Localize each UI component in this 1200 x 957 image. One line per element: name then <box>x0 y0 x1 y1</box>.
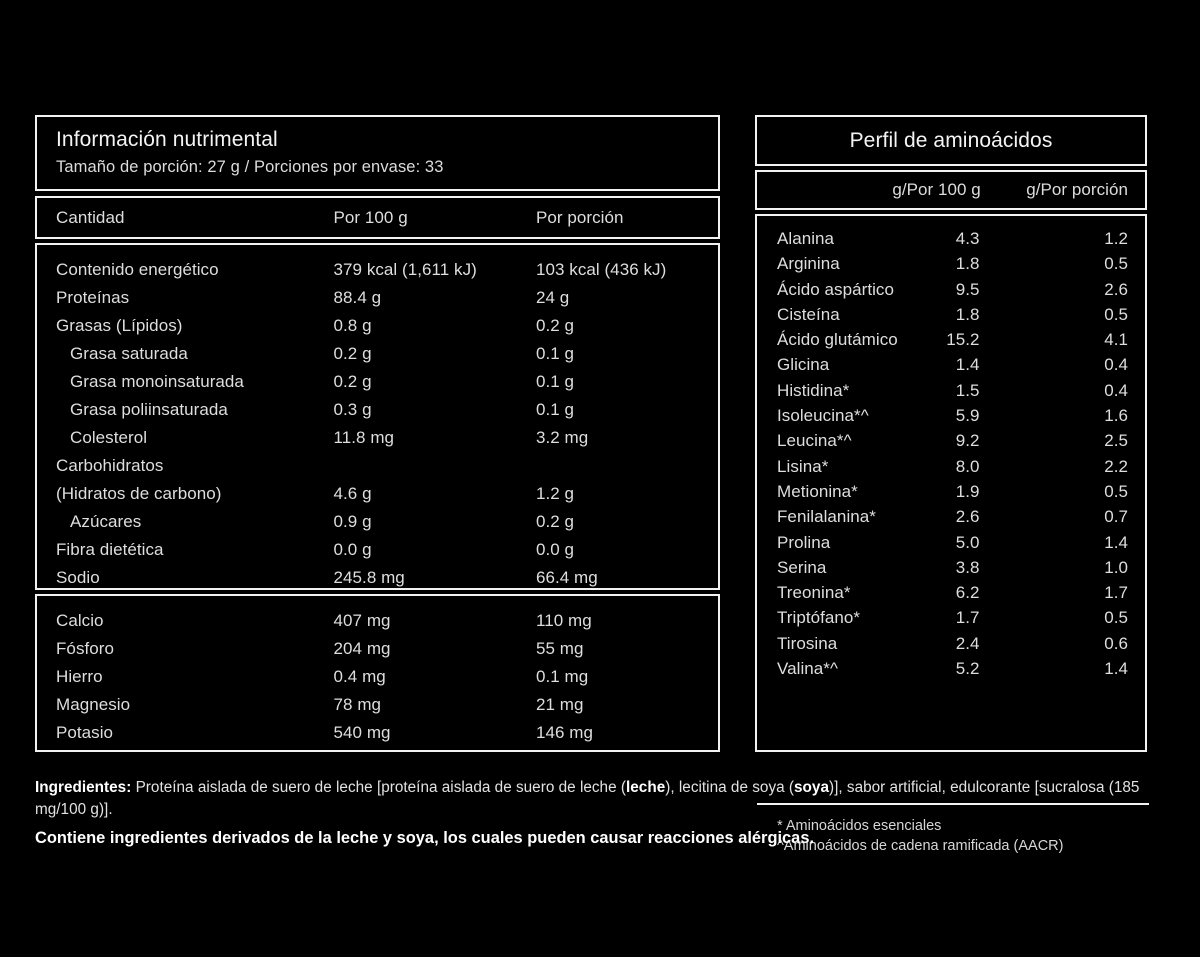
mineral-value-per-serving: 110 mg <box>535 611 592 630</box>
table-row <box>37 508 718 536</box>
nutrient-name: Grasa poliinsaturada <box>70 400 228 419</box>
nutrient-value-per-100g: 0.0 g <box>333 540 372 559</box>
table-row <box>37 607 718 635</box>
amino-value-per-serving: 1.0 <box>1104 557 1128 577</box>
ingredients-text-2: ), lecitina de soya ( <box>665 779 795 796</box>
nutrient-name: Sodio <box>56 568 100 587</box>
nutrient-value-per-100g: 0.9 g <box>333 512 372 531</box>
amino-acid-name: Triptófano* <box>777 608 861 628</box>
table-row <box>757 302 1145 327</box>
nutrient-name: Grasa saturada <box>70 344 188 363</box>
amino-value-per-serving: 4.1 <box>1104 330 1128 350</box>
nutrient-value-per-serving <box>536 452 718 480</box>
nutrient-value-per-serving: 0.2 g <box>535 316 575 335</box>
footnote-line: * Aminoácidos esenciales <box>777 818 942 834</box>
table-row <box>757 605 1145 630</box>
table-row <box>37 691 718 719</box>
table-row <box>37 663 718 691</box>
nutrient-value-per-serving: 66.4 mg <box>535 568 598 587</box>
allergen-keyword-soy: soya <box>794 779 829 796</box>
table-header-row <box>37 198 718 237</box>
amino-value-per-100g: 1.7 <box>955 608 980 628</box>
ingredients-text-1: Proteína aislada de suero de leche [proteína aislada de suero de leche ( <box>131 779 626 796</box>
amino-value-per-serving: 2.5 <box>1104 431 1128 451</box>
nutrient-value-per-100g: 245.8 mg <box>333 568 405 587</box>
table-row <box>37 480 718 508</box>
nutrient-value-per-100g: 379 kcal (1,611 kJ) <box>333 260 477 279</box>
table-row <box>757 631 1145 656</box>
amino-acid-name: Fenilalanina* <box>777 507 876 527</box>
mineral-value-per-serving: 21 mg <box>535 695 584 714</box>
macronutrients-table <box>37 256 718 592</box>
table-row <box>37 368 718 396</box>
amino-acid-name: Prolina <box>777 532 831 552</box>
amino-acid-name: Treonina* <box>777 583 851 603</box>
amino-value-per-serving: 0.5 <box>1104 254 1128 274</box>
amino-value-per-serving: 1.7 <box>1104 583 1128 603</box>
nutrition-panel-title: Información nutrimental <box>56 128 278 151</box>
amino-acid-name: Ácido aspártico <box>777 279 894 299</box>
amino-value-per-serving: 0.6 <box>1104 633 1128 653</box>
amino-acid-table <box>757 226 1145 681</box>
nutrition-column-header-box <box>35 196 720 239</box>
amino-value-per-serving: 1.4 <box>1104 532 1128 552</box>
amino-value-per-serving: 0.4 <box>1104 355 1128 375</box>
amino-acid-name: Cisteína <box>777 304 840 324</box>
mineral-value-per-serving: 55 mg <box>535 639 584 658</box>
amino-acid-name: Lisina* <box>777 456 829 476</box>
amino-value-per-100g: 15.2 <box>946 330 980 350</box>
amino-value-per-100g: 3.8 <box>955 557 980 577</box>
amino-value-per-serving: 1.2 <box>1104 229 1128 248</box>
nutrient-value-per-serving: 3.2 mg <box>535 428 589 447</box>
mineral-value-per-100g: 204 mg <box>333 639 391 658</box>
table-row <box>37 424 718 452</box>
mineral-name: Potasio <box>56 723 114 742</box>
amino-value-per-serving: 0.4 <box>1104 380 1128 400</box>
table-row <box>757 403 1145 428</box>
ingredients-block <box>35 777 1165 849</box>
table-row <box>757 656 1145 681</box>
amino-value-per-serving: 0.5 <box>1104 304 1128 324</box>
table-row <box>37 536 718 564</box>
nutrition-header-box <box>35 115 720 191</box>
amino-acid-name: Serina <box>777 557 827 577</box>
footnote-line: ^Aminoácidos de cadena ramificada (AACR) <box>777 838 1064 854</box>
nutrient-value-per-serving: 24 g <box>535 288 570 307</box>
table-row <box>757 428 1145 453</box>
minerals-table <box>37 607 718 747</box>
mineral-name: Fósforo <box>56 639 114 658</box>
amino-acid-name: Isoleucina*^ <box>777 406 869 426</box>
nutrient-name: Grasas (Lípidos) <box>56 316 183 335</box>
nutrient-value-per-100g: 11.8 mg <box>333 428 395 447</box>
nutrient-value-per-serving: 0.0 g <box>535 540 575 559</box>
amino-value-per-serving: 2.2 <box>1104 456 1128 476</box>
column-header-per-100g: Por 100 g <box>333 208 408 227</box>
mineral-value-per-100g: 78 mg <box>333 695 382 714</box>
mineral-value-per-100g: 0.4 mg <box>333 667 386 686</box>
amino-value-per-100g: 5.0 <box>955 532 980 552</box>
serving-size-text: Tamaño de porción: 27 g / Porciones por envase: 33 <box>56 158 444 176</box>
table-row <box>37 564 718 592</box>
amino-value-per-100g: 2.4 <box>955 633 980 653</box>
nutrient-value-per-serving: 0.2 g <box>535 512 575 531</box>
table-row <box>757 277 1145 302</box>
table-row <box>37 256 718 284</box>
nutrient-name: Azúcares <box>70 512 142 531</box>
amino-column-header-blank <box>757 172 892 208</box>
amino-acid-name: Metionina* <box>777 481 858 501</box>
amino-acid-name: Tirosina <box>777 633 838 653</box>
nutrient-value-per-100g: 0.8 g <box>333 316 372 335</box>
nutrient-value-per-100g: 4.6 g <box>333 484 372 503</box>
nutrient-value-per-100g: 88.4 g <box>333 288 382 307</box>
table-row <box>757 580 1145 605</box>
amino-column-header-box <box>755 170 1147 210</box>
amino-value-per-serving: 0.5 <box>1104 481 1128 501</box>
amino-value-per-100g: 1.8 <box>955 254 980 274</box>
column-header-amount: Cantidad <box>56 208 125 227</box>
table-header-row <box>757 172 1145 208</box>
nutrition-facts-panel <box>35 115 720 752</box>
ingredients-paragraph <box>35 777 1165 821</box>
amino-value-per-serving: 1.6 <box>1104 406 1128 426</box>
amino-value-per-100g: 1.8 <box>955 304 980 324</box>
amino-acid-name: Alanina <box>777 229 835 248</box>
amino-panel-title: Perfil de aminoácidos <box>849 129 1053 152</box>
nutrient-name: Colesterol <box>70 428 148 447</box>
table-row <box>757 378 1145 403</box>
table-row <box>757 251 1145 276</box>
table-row <box>757 226 1145 251</box>
table-row <box>37 340 718 368</box>
table-row <box>37 635 718 663</box>
amino-acid-name: Valina*^ <box>777 659 838 679</box>
mineral-name: Calcio <box>56 611 104 630</box>
table-row <box>37 284 718 312</box>
nutrient-name: Fibra dietética <box>56 540 164 559</box>
amino-value-per-100g: 5.9 <box>955 406 980 426</box>
amino-value-per-100g: 4.3 <box>955 229 980 248</box>
nutrient-name: Carbohidratos <box>56 456 164 475</box>
amino-column-header-table <box>757 172 1145 208</box>
table-row <box>37 719 718 747</box>
table-row <box>37 396 718 424</box>
amino-acid-name: Ácido glutámico <box>777 330 898 350</box>
table-row <box>757 479 1145 504</box>
table-row <box>37 452 718 480</box>
amino-value-per-100g: 1.4 <box>955 355 980 375</box>
amino-value-per-100g: 9.2 <box>955 431 980 451</box>
mineral-name: Magnesio <box>56 695 131 714</box>
amino-acid-name: Histidina* <box>777 380 850 400</box>
nutrient-value-per-serving: 1.2 g <box>535 484 575 503</box>
amino-value-per-100g: 1.9 <box>955 481 980 501</box>
amino-value-per-100g: 9.5 <box>955 279 980 299</box>
ingredients-label: Ingredientes: <box>35 779 132 796</box>
amino-acid-name: Glicina <box>777 355 830 375</box>
table-row <box>757 454 1145 479</box>
nutrient-value-per-serving: 103 kcal (436 kJ) <box>535 260 667 279</box>
amino-value-per-serving: 1.4 <box>1104 659 1128 679</box>
nutrient-name: Grasa monoinsaturada <box>70 372 244 391</box>
nutrient-value-per-100g: 0.2 g <box>333 372 372 391</box>
amino-column-header-per-serving: g/Por porción <box>1026 180 1128 199</box>
allergen-keyword-milk: leche <box>626 779 666 796</box>
table-row <box>757 555 1145 580</box>
nutrient-value-per-100g: 0.2 g <box>333 344 372 363</box>
amino-value-per-100g: 6.2 <box>955 583 980 603</box>
amino-header-box <box>755 115 1147 166</box>
mineral-value-per-100g: 540 mg <box>333 723 391 742</box>
nutrient-name: Contenido energético <box>56 260 219 279</box>
nutrient-value-per-serving: 0.1 g <box>535 372 575 391</box>
amino-value-per-serving: 0.7 <box>1104 507 1128 527</box>
amino-acid-name: Leucina*^ <box>777 431 852 451</box>
amino-value-per-100g: 1.5 <box>955 380 980 400</box>
nutrient-name: Proteínas <box>56 288 130 307</box>
amino-value-per-100g: 8.0 <box>955 456 980 476</box>
amino-value-per-100g: 5.2 <box>955 659 980 679</box>
amino-value-per-serving: 2.6 <box>1104 279 1128 299</box>
nutrition-column-header-table <box>37 198 718 237</box>
nutrient-value-per-serving: 0.1 g <box>535 344 575 363</box>
amino-value-per-serving: 0.5 <box>1104 608 1128 628</box>
amino-value-per-100g: 2.6 <box>955 507 980 527</box>
nutrient-value-per-100g: 0.3 g <box>333 400 372 419</box>
nutrient-name-continued: (Hidratos de carbono) <box>56 484 222 503</box>
mineral-value-per-serving: 0.1 mg <box>535 667 589 686</box>
ingredients-text-3: )], sabor artificial, edulcorante [sucralosa (185 mg/100 g)]. <box>35 779 1140 818</box>
mineral-value-per-100g: 407 mg <box>333 611 391 630</box>
table-row <box>757 352 1145 377</box>
macronutrients-box <box>35 243 720 590</box>
table-row <box>757 530 1145 555</box>
amino-acid-name: Arginina <box>777 254 840 274</box>
allergen-warning: Contiene ingredientes derivados de la leche y soya, los cuales pueden causar reacciones alérgicas. <box>35 829 815 847</box>
table-row <box>757 504 1145 529</box>
table-row <box>757 327 1145 352</box>
table-row <box>37 312 718 340</box>
column-header-per-serving: Por porción <box>535 208 624 227</box>
nutrient-value-per-serving: 0.1 g <box>535 400 575 419</box>
minerals-box <box>35 594 720 752</box>
mineral-value-per-serving: 146 mg <box>535 723 593 742</box>
nutrient-value-per-100g <box>334 452 536 480</box>
mineral-name: Hierro <box>56 667 103 686</box>
amino-column-header-per-100g: g/Por 100 g <box>892 180 981 199</box>
